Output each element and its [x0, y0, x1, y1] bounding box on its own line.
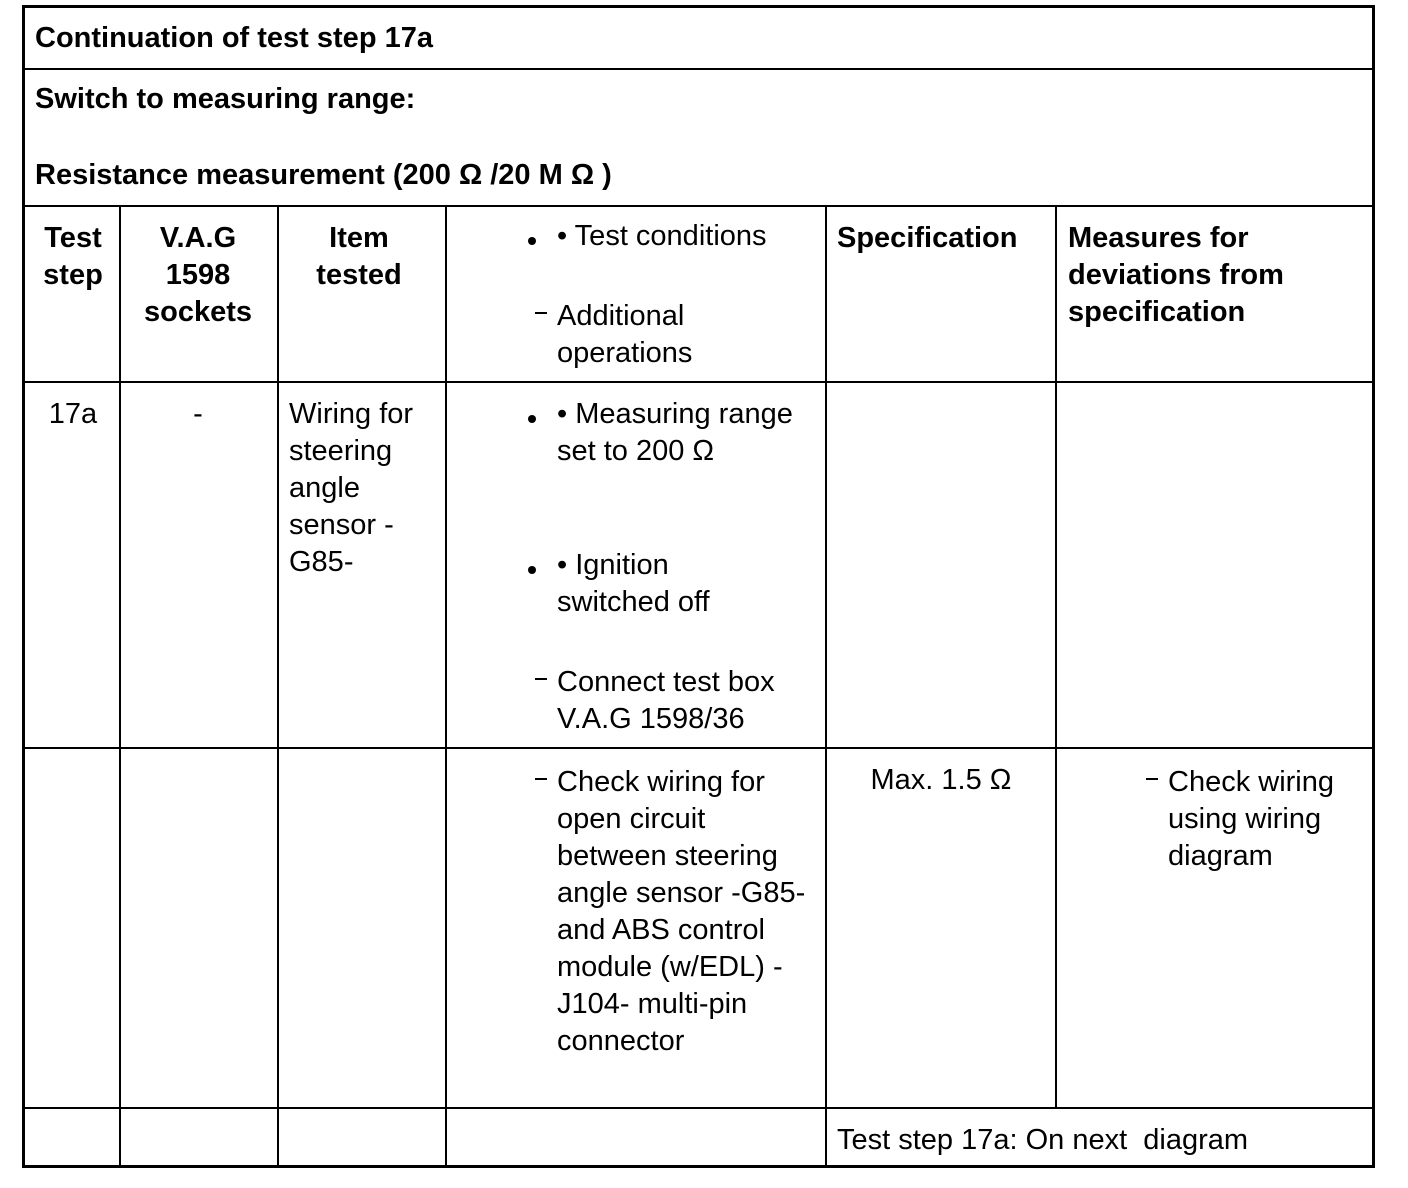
test-step-table [22, 5, 1375, 1168]
divider [25, 747, 1372, 749]
bullet-icon [528, 415, 536, 423]
row1-sockets: - [193, 398, 203, 430]
row2-specification: Max. 1.5 Ω [870, 764, 1012, 796]
header-specification: Specification [837, 222, 1018, 254]
range-intro: Switch to measuring range: [35, 83, 416, 115]
column-divider [119, 205, 121, 1168]
header-conditions-bullet: • Test conditions [557, 220, 767, 252]
header-measures: Measures for deviations from specification [1068, 222, 1284, 328]
column-divider [1055, 205, 1057, 1109]
header-sockets: V.A.G 1598 sockets [143, 222, 252, 328]
dash-icon [535, 312, 547, 314]
dash-icon [535, 678, 547, 680]
row2-dash-check-wiring: Check wiring for open circuit between steering angle sensor -G85- and ABS control module (w/EDL) -J104- multi-pin connector [557, 766, 806, 1057]
row1-dash-connect: Connect test box V.A.G 1598/36 [557, 666, 775, 735]
dash-icon [1146, 778, 1158, 780]
header-item-tested: Item tested [316, 222, 402, 291]
dash-icon [535, 778, 547, 780]
column-divider [277, 205, 279, 1168]
bullet-icon [528, 237, 536, 245]
divider [25, 68, 1372, 70]
row1-bullet-ignition: • Ignition switched off [557, 549, 710, 618]
header-test-step: Test step [43, 222, 103, 291]
range-value: Resistance measurement (200 Ω /20 M Ω ) [35, 159, 612, 191]
row2-measure: Check wiring using wiring diagram [1168, 766, 1334, 872]
column-divider [825, 205, 827, 1168]
column-divider [445, 205, 447, 1168]
row1-test-step: 17a [48, 398, 98, 430]
header-conditions-dash: Additional operations [557, 300, 693, 369]
footer-note: Test step 17a: On next diagram [837, 1124, 1249, 1156]
bullet-icon [528, 566, 536, 574]
divider [25, 381, 1372, 383]
row1-item-tested: Wiring for steering angle sensor -G85- [289, 398, 414, 578]
row1-bullet-measuring-range: • Measuring range set to 200 Ω [557, 398, 793, 467]
divider [25, 1107, 1372, 1109]
divider [25, 205, 1372, 207]
table-title: Continuation of test step 17a [35, 22, 433, 54]
